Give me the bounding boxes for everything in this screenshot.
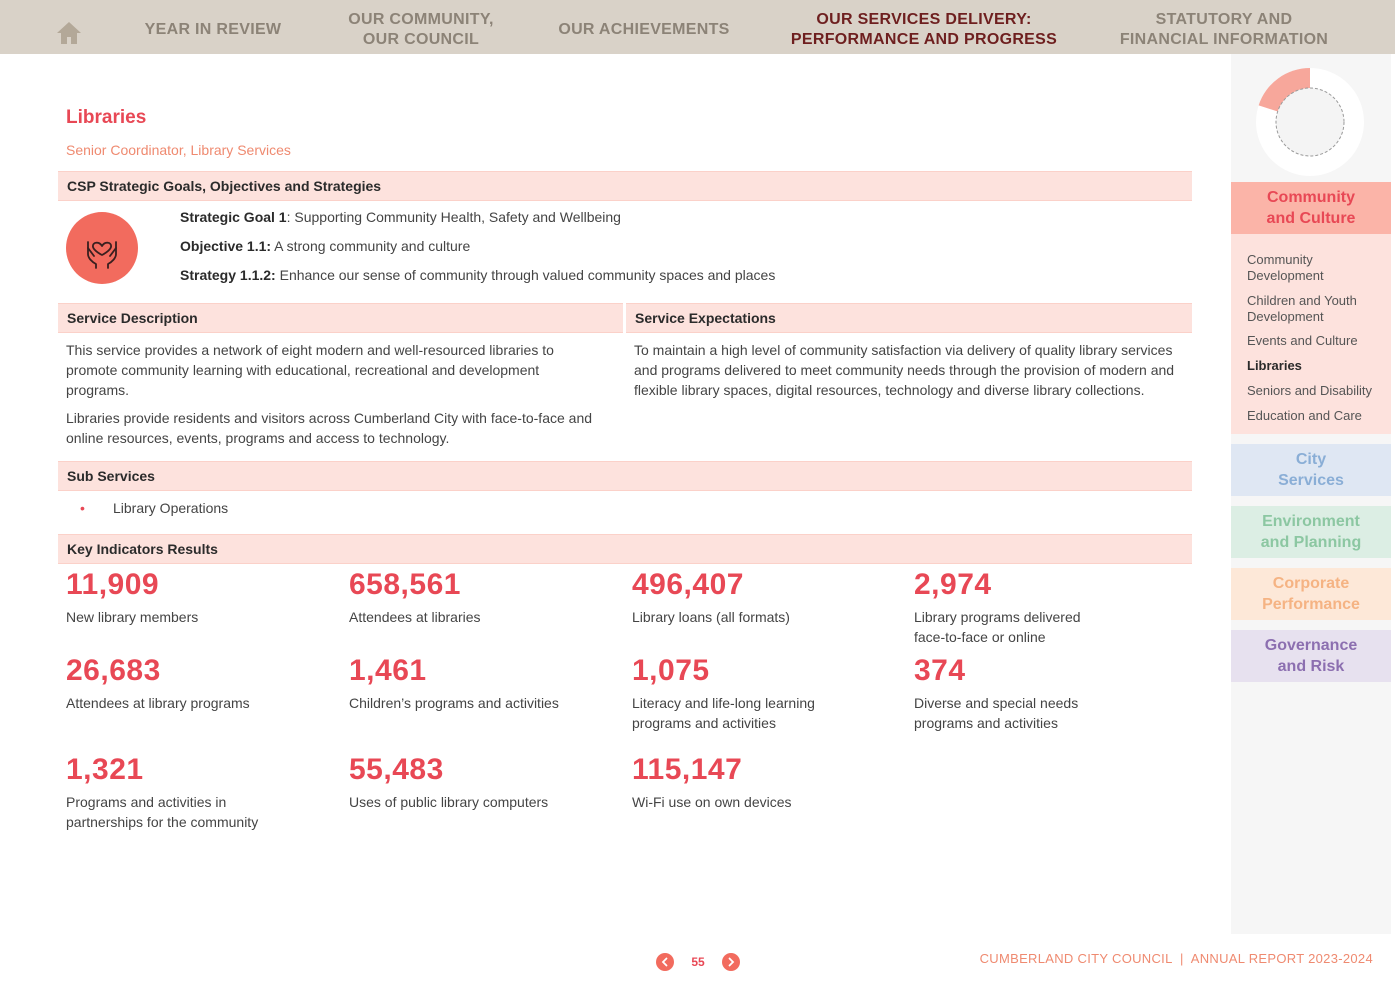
category-corporate-performance[interactable]: [1231, 568, 1391, 620]
csp-heading: CSP Strategic Goals, Objectives and Strategies: [58, 171, 1192, 201]
previous-page-button[interactable]: [656, 953, 674, 971]
sidebar-item-label: Education and Care: [1247, 408, 1362, 423]
nav-year-in-review[interactable]: [130, 0, 296, 54]
indicator-label: Literacy and life-long learning programs and activities: [632, 695, 815, 731]
category-label-line2: Services: [1278, 472, 1344, 489]
sidebar-item-label-line1: Community: [1247, 252, 1313, 267]
category-environment-and-planning[interactable]: [1231, 506, 1391, 558]
home-icon[interactable]: [55, 20, 83, 46]
indicator-label: Uses of public library computers: [349, 794, 549, 810]
nav-label-line2: PERFORMANCE AND PROGRESS: [790, 31, 1058, 48]
indicator-value: 26,683: [66, 654, 161, 687]
nav-label: YEAR IN REVIEW: [144, 21, 282, 38]
page-number: 55: [691, 955, 705, 969]
indicator-value: 1,321: [66, 753, 144, 786]
sidebar-item-label-line2: Development: [1247, 268, 1324, 283]
strategy-label: Strategy 1.1.2:: [180, 267, 276, 283]
chevron-left-icon: [660, 957, 670, 967]
indicator-value: 1,075: [632, 654, 710, 687]
sidebar-item-education-and-care[interactable]: [1247, 408, 1362, 424]
sidebar-item-label: Libraries: [1247, 358, 1302, 373]
key-indicators-heading: Key Indicators Results: [58, 534, 1192, 564]
heart-hands-icon: [66, 212, 138, 284]
indicator-label: Attendees at libraries: [349, 609, 481, 625]
objective-label: Objective 1.1:: [180, 238, 272, 254]
indicator-value: 496,407: [632, 568, 744, 601]
next-page-button[interactable]: [722, 953, 740, 971]
service-expectations-p1: To maintain a high level of community satisfaction via delivery of quality library services and programs delivered to meet community needs through the provision of modern and flexible library spaces, digital resources, technology and diverse library collections.: [634, 342, 1175, 398]
category-label-line2: Performance: [1262, 596, 1360, 613]
sidebar-item-children-youth-development[interactable]: [1247, 293, 1357, 325]
category-label-line2: and Culture: [1266, 210, 1356, 227]
sidebar-item-libraries[interactable]: [1247, 358, 1302, 374]
indicator-value: 55,483: [349, 753, 444, 786]
category-governance-and-risk[interactable]: [1231, 630, 1391, 682]
indicator-value: 11,909: [66, 568, 160, 601]
strategic-goal-label: Strategic Goal 1: [180, 209, 287, 225]
footer-report-title: CUMBERLAND CITY COUNCIL | ANNUAL REPORT 2023-2024: [979, 951, 1373, 966]
service-description-heading: Service Description: [58, 303, 623, 333]
top-navigation: [0, 0, 1395, 54]
section-progress-ring: [1254, 66, 1366, 178]
category-label-line1: City: [1295, 451, 1327, 468]
indicator-value: 374: [914, 654, 966, 687]
page-subtitle: Senior Coordinator, Library Services: [66, 142, 291, 158]
sidebar-item-label-line2: Development: [1247, 309, 1324, 324]
sub-services-heading: Sub Services: [58, 461, 1192, 491]
category-label-line1: Environment: [1262, 513, 1360, 530]
category-label-line2: and Risk: [1277, 658, 1345, 675]
nav-label: OUR ACHIEVEMENTS: [558, 21, 730, 38]
indicator-label: Wi-Fi use on own devices: [632, 794, 792, 810]
sidebar-item-label-line1: Children and Youth: [1247, 293, 1357, 308]
nav-our-achievements[interactable]: [544, 0, 744, 54]
nav-our-services-delivery[interactable]: [776, 0, 1072, 54]
service-expectations-heading: Service Expectations: [626, 303, 1192, 333]
chevron-right-icon: [726, 957, 736, 967]
objective-text: A strong community and culture: [271, 238, 471, 254]
nav-label-line1: STATUTORY AND: [1155, 11, 1293, 28]
sidebar-item-label: Events and Culture: [1247, 333, 1358, 348]
indicator-label: Attendees at library programs: [66, 695, 250, 711]
indicator-label: Programs and activities in partnerships for the community: [66, 794, 259, 830]
indicator-value: 658,561: [349, 568, 461, 601]
indicator-label: Library loans (all formats): [632, 609, 790, 625]
objective: [180, 238, 470, 254]
nav-label-line1: OUR COMMUNITY,: [348, 11, 494, 28]
service-description-p1: This service provides a network of eight modern and well-resourced libraries to promote community learning with educational, recreational and development programs.: [66, 342, 554, 398]
page-title: Libraries: [66, 107, 147, 128]
category-label-line1: Corporate: [1272, 575, 1350, 592]
nav-label-line2: OUR COUNCIL: [362, 31, 480, 48]
indicator-label: Children’s programs and activities: [349, 695, 559, 711]
category-label-line2: and Planning: [1260, 534, 1362, 551]
category-city-services[interactable]: [1231, 444, 1391, 496]
sidebar-item-events-and-culture[interactable]: [1247, 333, 1358, 349]
indicator-value: 115,147: [632, 753, 743, 786]
nav-our-community[interactable]: [326, 0, 516, 54]
strategic-goal: [180, 209, 621, 225]
bullet-marker: •: [80, 500, 85, 516]
nav-label-line1: OUR SERVICES DELIVERY:: [816, 11, 1032, 28]
nav-statutory-financial[interactable]: [1104, 0, 1344, 54]
sidebar-item-label: Seniors and Disability: [1247, 383, 1373, 398]
sidebar-item-community-development[interactable]: [1247, 252, 1324, 284]
service-description-p2: Libraries provide residents and visitors across Cumberland City with face-to-face and online resources, events, programs and access to technology.: [66, 410, 593, 446]
sub-service-item: Library Operations: [113, 500, 229, 516]
indicator-value: 2,974: [914, 568, 992, 601]
sidebar-item-seniors-and-disability[interactable]: [1247, 383, 1372, 399]
category-community-and-culture[interactable]: [1231, 182, 1391, 234]
indicator-label: New library members: [66, 609, 199, 625]
category-label-line1: Community: [1266, 189, 1355, 206]
indicator-label: Library programs delivered face-to-face or online: [914, 609, 1081, 645]
strategic-goal-text: : Supporting Community Health, Safety and Wellbeing: [286, 209, 621, 225]
indicator-label: Diverse and special needs programs and activities: [914, 695, 1079, 731]
strategy-text: Enhance our sense of community through valued community spaces and places: [275, 267, 776, 283]
indicator-value: 1,461: [349, 654, 427, 687]
strategy: [180, 267, 775, 283]
category-label-line1: Governance: [1264, 637, 1358, 654]
nav-label-line2: FINANCIAL INFORMATION: [1119, 31, 1329, 48]
